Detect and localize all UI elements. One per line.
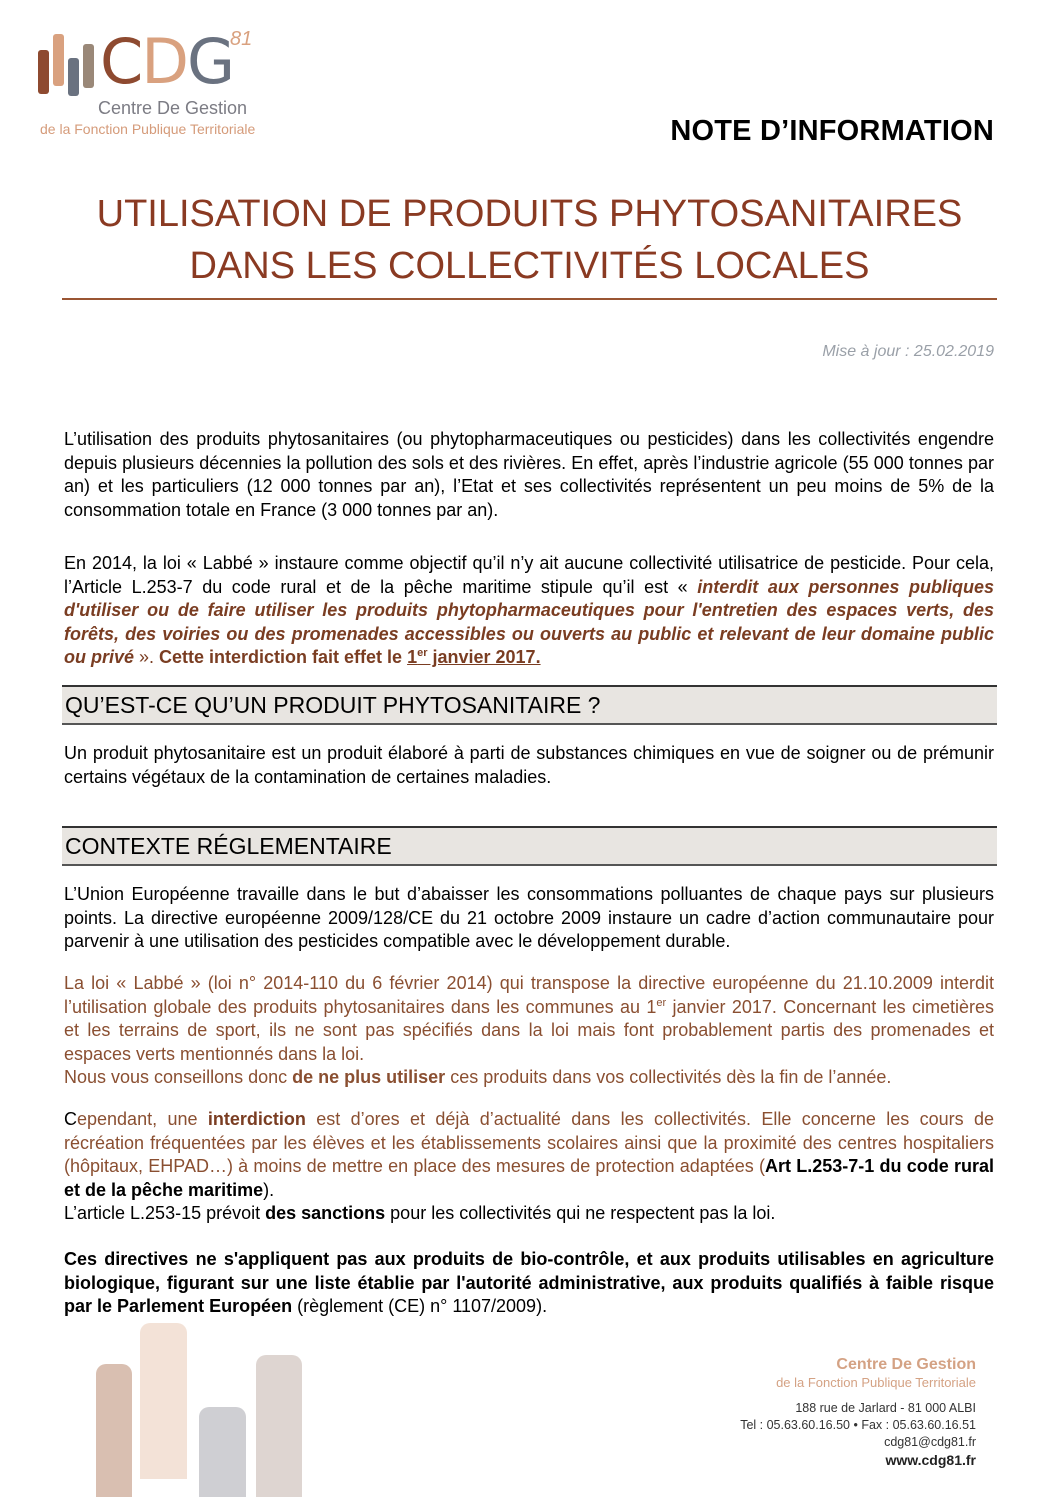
document-title	[62, 188, 997, 292]
intro-paragraph-1: L’utilisation des produits phytosanitaires (ou phytopharmaceutiques ou pesticides) dans les collectivités engendre depuis plusieurs décennies la pollution des sols et des rivières. En effet, après l’industrie agricole (55 000 tonnes par an) et les particuliers (12 000 tonnes par an), l’Etat et ses collectivités représentent un peu moins de 5% de la consommation totale en France (3 000 tonnes par an).	[64, 429, 994, 520]
dropcap-c: C	[64, 1109, 77, 1129]
footer-org-name: Centre De Gestion	[836, 1356, 976, 1373]
date-rest: janvier 2017.	[427, 647, 541, 667]
footer-phone-fax: Tel : 05.63.60.16.50 • Fax : 05.63.60.16.51	[740, 1418, 976, 1432]
cdg81-logo	[38, 25, 263, 143]
sanctions-text: L’article L.253-15 prévoit	[64, 1203, 266, 1223]
logo-wordmark	[100, 25, 234, 98]
intro-p2-close: ».	[134, 647, 160, 667]
footer-org-subtitle: de la Fonction Publique Territoriale	[776, 1375, 976, 1390]
logo-number: 81	[230, 28, 253, 50]
article-quote: interdit aux personnes publiques d'utiliser ou de faire utiliser les produits phytopharmaceutiques pour l'entretien des espaces verts, des forêts, des voiries ou des promenades accessibles ou ouverts au public et relevant de leur domaine public ou privé	[64, 576, 994, 667]
advice-emphasis: de ne plus utiliser	[292, 1067, 446, 1087]
logo-letter-d: D	[141, 25, 188, 98]
footer-org	[776, 1355, 976, 1391]
logo-letter-c: C	[100, 25, 142, 98]
logo-org-subtitle: de la Fonction Publique Territoriale	[40, 121, 256, 137]
section-header-contexte	[62, 826, 997, 866]
cependant-text: ependant, une	[77, 1109, 208, 1129]
section-header-produit	[62, 685, 997, 725]
interdiction-emphasis: interdiction	[207, 1109, 306, 1129]
note-type-heading: NOTE D’INFORMATION	[670, 115, 994, 147]
cependant-text-cont: est d’ores et déjà d’actualité dans les collectivités. Elle concerne les cours de récréation fréquentées par les élèves et les établissements scolaires ainsi que la proximité des centres hospitaliers (hôpitaux, EHPAD…) à moins de mettre en place des mesures de protection adaptées (	[64, 1109, 994, 1176]
regulation-reference: (règlement (CE) n° 1107/2009).	[292, 1296, 548, 1316]
footer-email[interactable]: cdg81@cdg81.fr	[884, 1435, 976, 1449]
interdiction-statement: Cette interdiction fait effet le	[159, 647, 408, 667]
footer-bar-peach	[140, 1323, 187, 1479]
loi-labbe-text-cont: janvier 2017. Concernant les cimetières et les terrains de sport, ils ne sont pas spécifiés dans la loi mais font probablement partis des promenades et espaces verts mentionnés dans la loi.	[64, 996, 994, 1064]
section2-paragraph-1: L’Union Européenne travaille dans le but d’abaisser les consommations polluantes de chaque pays sur plusieurs points. La directive européenne 2009/128/CE du 21 octobre 2009 instaure un cadre d’action communautaire pour parvenir à une utilisation des pesticides compatible avec le développement durable.	[64, 884, 994, 951]
exceptions-text: Ces directives ne s'appliquent pas aux produits de bio-contrôle, et aux produits utilisables en agriculture biologique, figurant sur une liste établie par l'autorité administrative, aux produits qualifiés à faible risque par le Parlement Européen	[64, 1249, 994, 1316]
section-title: QU’EST-CE QU’UN PRODUIT PHYTOSANITAIRE ?	[65, 692, 601, 718]
date-day: 1	[407, 647, 418, 667]
update-date: Mise à jour : 25.02.2019	[822, 343, 994, 360]
footer-bar-taupe	[256, 1355, 302, 1497]
footer-contact	[740, 1400, 976, 1469]
logo-bar-taupe	[83, 44, 94, 88]
sup-er: er	[656, 996, 667, 1009]
section1-paragraph: Un produit phytosanitaire est un produit élaboré à parti de substances chimiques en vue de soigner ou de prémunir certains végétaux de la contamination de certaines maladies.	[64, 743, 994, 787]
footer-address: 188 rue de Jarlard - 81 000 ALBI	[795, 1401, 976, 1415]
logo-bar-rust	[38, 50, 49, 94]
cependant-end: ).	[263, 1179, 275, 1200]
section-title: CONTEXTE RÉGLEMENTAIRE	[65, 833, 392, 859]
logo-bar-peach	[53, 34, 64, 86]
title-line-2: DANS LES COLLECTIVITÉS LOCALES	[189, 245, 870, 287]
loi-labbe-text: La loi « Labbé » (loi n° 2014-110 du 6 février 2014) qui transpose la directive européenne du 21.10.2009 interdit l’utilisation globale des produits phytosanitaires dans les communes au 1	[64, 973, 994, 1017]
advice-text: Nous vous conseillons donc	[64, 1067, 293, 1087]
footer-bar-slate	[199, 1407, 246, 1497]
intro-paragraph-2	[64, 552, 994, 670]
section2-paragraph-2	[64, 972, 994, 1090]
title-line-1: UTILISATION DE PRODUITS PHYTOSANITAIRES	[96, 193, 963, 235]
logo-letter-g: G	[187, 25, 234, 98]
effective-date	[407, 647, 541, 667]
sanctions-text-end: pour les collectivités qui ne respectent pas la loi.	[385, 1203, 776, 1223]
section2-paragraph-3	[64, 1108, 994, 1226]
advice-text-end: ces produits dans vos collectivités dès la fin de l’année.	[445, 1067, 892, 1087]
intro-p2-text: En 2014, la loi « Labbé » instaure comme objectif qu’il n’y ait aucune collectivité utilisatrice de pesticide. Pour cela, l’Article L.253-7 du code rural et de la pêche maritime stipule qu’il est «	[64, 553, 994, 597]
footer-website[interactable]: www.cdg81.fr	[885, 1452, 976, 1468]
footer-bar-rust	[96, 1364, 132, 1497]
logo-org-name: Centre De Gestion	[98, 98, 248, 118]
sanctions-emphasis: des sanctions	[265, 1203, 386, 1223]
article-reference: Art L.253-7-1 du code rural et de la pêche maritime	[64, 1156, 994, 1200]
section2-paragraph-5	[64, 1248, 994, 1319]
logo-bar-slate	[68, 58, 79, 96]
title-divider	[62, 298, 997, 300]
date-sup: er	[417, 647, 428, 659]
